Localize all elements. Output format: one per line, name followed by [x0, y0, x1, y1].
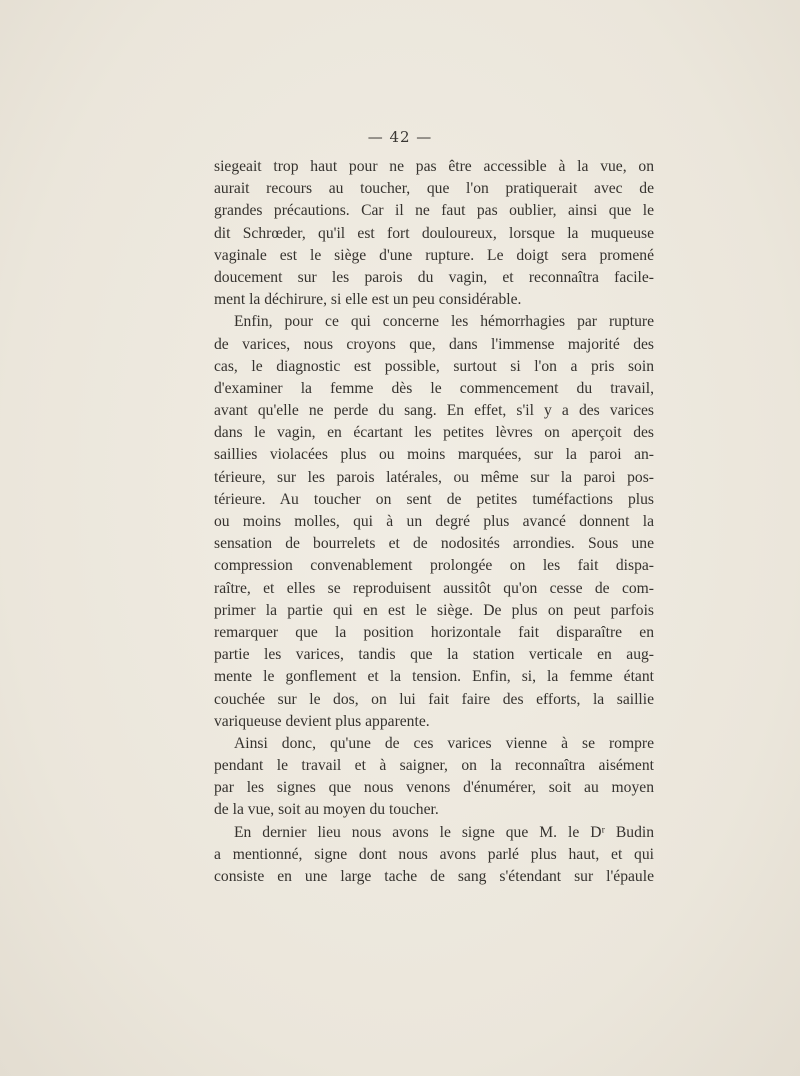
text-line: doucement sur les parois du vagin, et reconnaîtra facile- [214, 268, 654, 286]
text-line: grandes précautions. Car il ne faut pas oublier, ainsi que le [214, 202, 654, 220]
text-line: couchée sur le dos, on lui fait faire des efforts, la saillie [214, 690, 654, 708]
text-line: a mentionné, signe dont nous avons parlé plus haut, et qui [214, 845, 654, 863]
text-line: térieure, sur les parois latérales, ou même sur la paroi pos- [214, 468, 654, 486]
text-line: avant qu'elle ne perde du sang. En effet, s'il y a des varices [214, 402, 654, 420]
text-line: térieure. Au toucher on sent de petites tuméfactions plus [214, 490, 654, 508]
text-line: Enfin, pour ce qui concerne les hémorrhagies par rupture [234, 313, 654, 331]
text-line: vaginale est le siège d'une rupture. Le doigt sera promené [214, 246, 654, 264]
text-line: dit Schrœder, qu'il est fort douloureux, lorsque la muqueuse [214, 224, 654, 242]
text-line: ment la déchirure, si elle est un peu considérable. [214, 291, 522, 309]
text-line: saillies violacées plus ou moins marquées, sur la paroi an- [214, 446, 654, 464]
text-line: aurait recours au toucher, que l'on pratiquerait avec de [214, 180, 654, 198]
text-line: de la vue, soit au moyen du toucher. [214, 801, 439, 819]
text-line: consiste en une large tache de sang s'étendant sur l'épaule [214, 868, 654, 885]
text-line: d'examiner la femme dès le commencement du travail, [214, 379, 654, 397]
text-line: par les signes que nous venons d'énumérer, soit au moyen [214, 779, 654, 797]
text-line: dans le vagin, en écartant les petites lèvres on aperçoit des [214, 424, 654, 442]
text-line: cas, le diagnostic est possible, surtout si l'on a pris soin [214, 357, 654, 375]
text-line: compression convenablement prolongée on les fait dispa- [214, 557, 654, 575]
text-line: En dernier lieu nous avons le signe que M. le Dʳ Budin [234, 823, 654, 841]
text-line: Ainsi donc, qu'une de ces varices vienne à se rompre [234, 734, 654, 752]
body-text [214, 156, 654, 888]
text-line: partie les varices, tandis que la station verticale en aug- [214, 646, 654, 664]
text-line: raître, et elles se reproduisent aussitôt qu'on cesse de com- [214, 579, 654, 597]
text-line: mente le gonflement et la tension. Enfin, si, la femme étant [214, 668, 654, 686]
text-line: primer la partie qui en est le siège. De plus on peut parfois [214, 601, 654, 619]
text-line: sensation de bourrelets et de nodosités arrondies. Sous une [214, 535, 654, 553]
text-line: remarquer que la position horizontale fait disparaître en [214, 623, 654, 641]
page-number: — 42 — [367, 128, 433, 146]
text-line: ou moins molles, qui à un degré plus avancé donnent la [214, 513, 654, 530]
text-line: siegeait trop haut pour ne pas être accessible à la vue, on [214, 158, 654, 175]
text-line: variqueuse devient plus apparente. [214, 712, 430, 730]
text-line: pendant le travail et à saigner, on la reconnaîtra aisément [214, 757, 654, 775]
text-line: de varices, nous croyons que, dans l'immense majorité des [214, 335, 654, 353]
